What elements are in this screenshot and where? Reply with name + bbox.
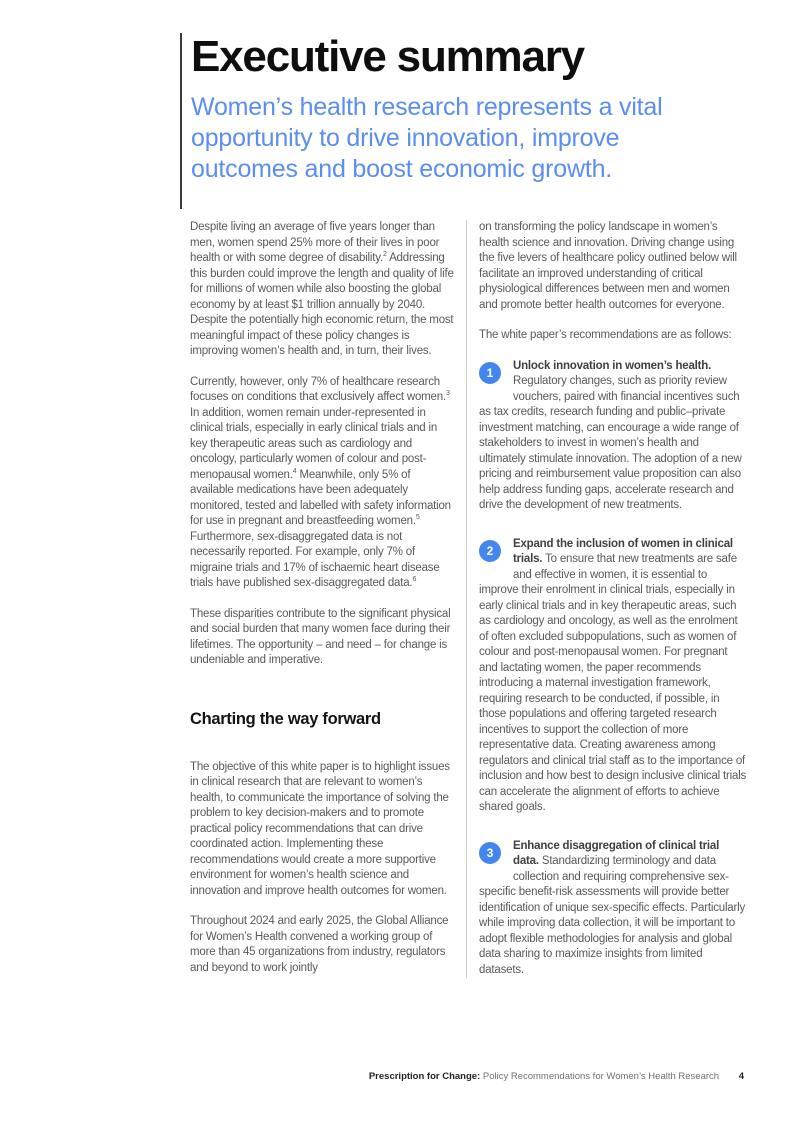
paragraph-alliance: Throughout 2024 and early 2025, the Global Alliance for Women’s Health convened a working group of more than 45 organizations from industry, regulators and beyond to work jointly <box>190 915 449 974</box>
recommendation-2-text <box>479 537 747 816</box>
recommendation-3-text <box>479 839 747 979</box>
step-1-badge: 1 <box>479 362 501 384</box>
paragraph-disparities: These disparities contribute to the significant physical and social burden that many women face during their lifetimes. The opportunity – and need – for change is undeniable and imperative. <box>190 607 451 666</box>
footer-doc-title: Prescription for Change: <box>368 1071 481 1082</box>
right-column <box>467 220 747 978</box>
recommendation-2-body: To ensure that new treatments are safe and effective in women, it is essential to improve their enrolment in clinical trials, especially in early clinical trials and in key therapeutic areas, such as cardiology and oncology, as well as the enrolment of often excluded subpopulations, such as women of colour and post-menopausal women. For pregnant and lactating women, the paper recommends introducing a maternal investigation framework, requiring research to be conducted, if possible, in those populations and offering targeted research incentives to support the collection of more representative data. Creating awareness among regulators and clinical trial staff as to the importance of inclusion and how best to design inclusive clinical trials can accelerate the alignment of efforts to achieve shared goals. <box>479 553 747 813</box>
step-2-badge: 2 <box>479 540 501 562</box>
recommendation-item-2 <box>479 537 747 816</box>
recommendation-1-text <box>479 359 747 514</box>
left-column <box>190 220 467 978</box>
section-heading-charting: Charting the way forward <box>190 709 381 728</box>
paragraph-objective: The objective of this white paper is to highlight issues in clinical research that are relevant to women’s health, to communicate the importance of solving the problem to key decision-makers and to promote practical policy recommendations that can drive coordinated action. Implementing these recommendations would create a more supportive environment for women’s health science and innovation and improve health outcomes for women. <box>190 760 450 897</box>
step-3-badge: 3 <box>479 842 501 864</box>
paragraph-burden: Despite living an average of five years longer than men, women spend 25% more of their lives in poor health or with some degree of disability.$^2$ Addressing this burden could improve the length and quality of life for millions of women while also boosting the global economy by at least $1 trillion annually by 2040. Despite the potentially high economic return, the most meaningful impact of these policy changes is improving women’s health and, in turn, their lives. <box>190 221 454 357</box>
page-subtitle: Women’s health research represents a vital opportunity to drive innovation, improve outcomes and boost economic growth. <box>191 93 663 183</box>
recommendation-3-title: Enhance disaggregation of clinical trial data. <box>513 839 720 867</box>
recommendation-item-3 <box>479 839 747 979</box>
recommendation-1-body: Regulatory changes, such as priority review vouchers, paired with financial incentives such as tax credits, research funding and public–private investment matching, can encourage a wide range of stakeholders to invest in women’s health and ultimately stimulate innovation. The adoption of a new pricing and reimbursement value proposition can also help address funding gaps, accelerate research and drive the development of new treatments. <box>479 375 742 511</box>
body-columns <box>190 220 747 978</box>
recommendation-item-1 <box>479 359 747 514</box>
page-header <box>180 33 751 209</box>
paragraph-research-gap: Currently, however, only 7% of healthcare research focuses on conditions that exclusively affect women.$^3$ In addition, women remain under-represented in clinical trials, especially in early clinical trials and in key therapeutic areas such as cardiology and oncology, particularly women of colour and post-menopausal women.$^4$ Meanwhile, only 5% of available medications have been adequately monitored, tested and labelled with safety information for use in pregnant and breastfeeding women.$^5$ Furthermore, sex-disaggregated data is not necessarily reported. For example, only 7% of migraine trials and 17% of ischaemic heart disease trials have published sex-disaggregated data.$^6$ <box>190 375 451 589</box>
recommendation-2-title: Expand the inclusion of women in clinical trials. <box>513 537 733 565</box>
paragraph-policy-landscape: on transforming the policy landscape in women’s health science and innovation. Driving change using the five levers of healthcare policy outlined below will facilitate an improved understanding of critical physiological differences between men and women and promote better health outcomes for everyone. <box>479 221 737 311</box>
page-title: Executive summary <box>191 32 584 81</box>
page-footer <box>0 1071 744 1083</box>
recommendation-1-title: Unlock innovation in women’s health. <box>513 359 712 372</box>
paragraph-recommendations-lead: The white paper’s recommendations are as follows: <box>479 329 732 341</box>
recommendation-3-body: Standardizing terminology and data collection and requiring comprehensive sex-specific benefit-risk assessments will provide better identification of unique sex-specific effects. Particularly while improving data collection, it will be important to adopt flexible methodologies for analysis and global data sharing to maximize insights from limited datasets. <box>479 855 746 976</box>
footer-doc-subtitle: Policy Recommendations for Women’s Health Research <box>482 1071 720 1082</box>
page-number: 4 <box>738 1071 744 1082</box>
